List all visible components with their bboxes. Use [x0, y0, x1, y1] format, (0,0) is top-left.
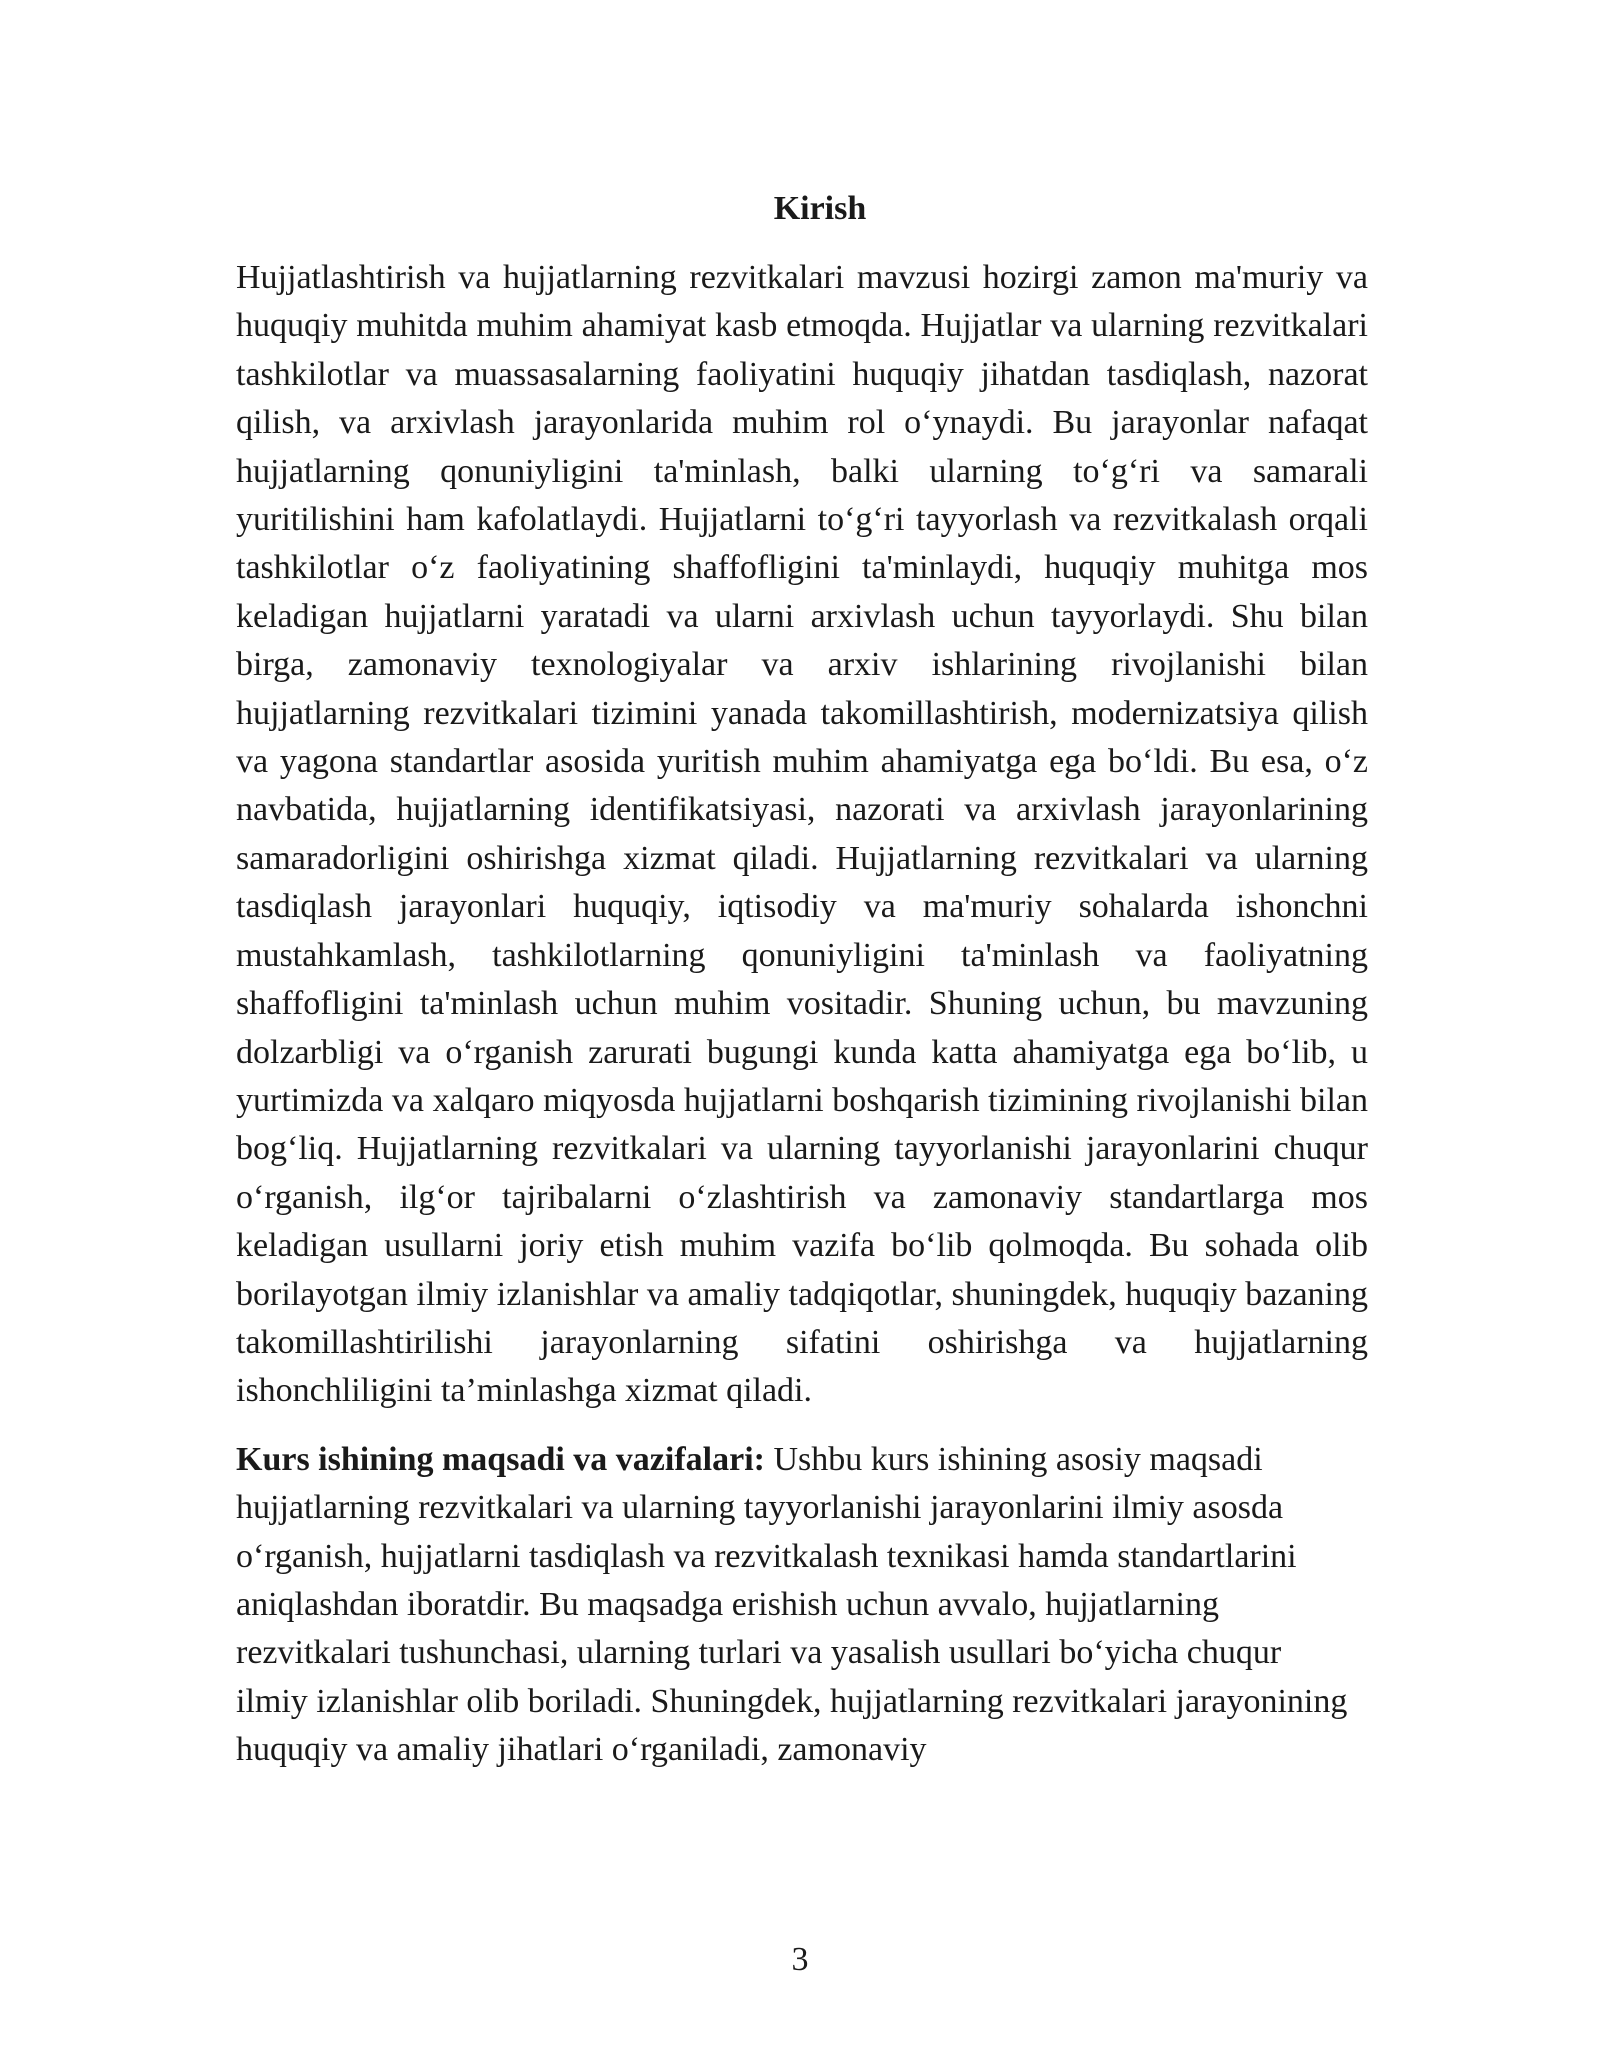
section-heading: Kirish: [773, 190, 867, 227]
goals-lead: Kurs ishining maqsadi va vazifalari:: [236, 1440, 765, 1478]
goals-paragraph: [236, 1436, 1368, 1775]
page-content: [236, 186, 1368, 1809]
intro-paragraph: Hujjatlashtirish va hujjatlarning rezvitkalari mavzusi hozirgi zamon ma'muriy va huquqiy muhitda muhim ahamiyat kasb etmoqda. Hujjatlar va ularning rezvitkalari tashkilotlar va muassasalarning faoliyatini huquqiy jihatdan tasdiqlash, nazorat qilish, va arxivlash jarayonlarida muhim rol o‘ynaydi. Bu jarayonlar nafaqat hujjatlarning qonuniyligini ta'minlash, balki ularning to‘g‘ri va samarali yuritilishini ham kafolatlaydi. Hujjatlarni to‘g‘ri tayyorlash va rezvitkalash orqali tashkilotlar o‘z faoliyatining shaffofligini ta'minlaydi, huquqiy muhitga mos keladigan hujjatlarni yaratadi va ularni arxivlash uchun tayyorlaydi. Shu bilan birga, zamonaviy texnologiyalar va arxiv ishlarining rivojlanishi bilan hujjatlarning rezvitkalari tizimini yanada takomillashtirish, modernizatsiya qilish va yagona standartlar asosida yuritish muhim ahamiyatga ega bo‘ldi. Bu esa, o‘z navbatida, hujjatlarning identifikatsiyasi, nazorati va arxivlash jarayonlarining samaradorligini oshirishga xizmat qiladi. Hujjatlarning rezvitkalari va ularning tasdiqlash jarayonlari huquqiy, iqtisodiy va ma'muriy sohalarda ishonchni mustahkamlash, tashkilotlarning qonuniyligini ta'minlash va faoliyatning shaffofligini ta'minlash uchun muhim vositadir. Shuning uchun, bu mavzuning dolzarbligi va o‘rganish zarurati bugungi kunda katta ahamiyatga ega bo‘lib, u yurtimizda va xalqaro miqyosda hujjatlarni boshqarish tizimining rivojlanishi bilan bog‘liq. Hujjatlarning rezvitkalari va ularning tayyorlanishi jarayonlarini chuqur o‘rganish, ilg‘or tajribalarni o‘zlashtirish va zamonaviy standartlarga mos keladigan usullarni joriy etish muhim vazifa bo‘lib qolmoqda. Bu sohada olib borilayotgan ilmiy izlanishlar va amaliy tadqiqotlar, shuningdek, huquqiy bazaning takomillashtirilishi jarayonlarning sifatini oshirishga va hujjatlarning ishonchliligini ta’minlashga xizmat qiladi.: [236, 259, 1368, 1410]
page-number: 3: [791, 1941, 809, 1978]
goals-text: Ushbu kurs ishining asosiy maqsadi hujjatlarning rezvitkalari va ularning tayyorlanishi jarayonlarini ilmiy asosda o‘rganish, hujjatlarni tasdiqlash va rezvitkalash texnikasi hamda standartlarini aniqlashdan iboratdir. Bu maqsadga erishish uchun avvalo, hujjatlarning rezvitkalari tushunchasi, ularning turlari va yasalish usullari bo‘yicha chuqur ilmiy izlanishlar olib boriladi. Shuningdek, hujjatlarning rezvitkalari jarayonining huquqiy va amaliy jihatlari o‘rganiladi, zamonaviy: [236, 1440, 1348, 1769]
